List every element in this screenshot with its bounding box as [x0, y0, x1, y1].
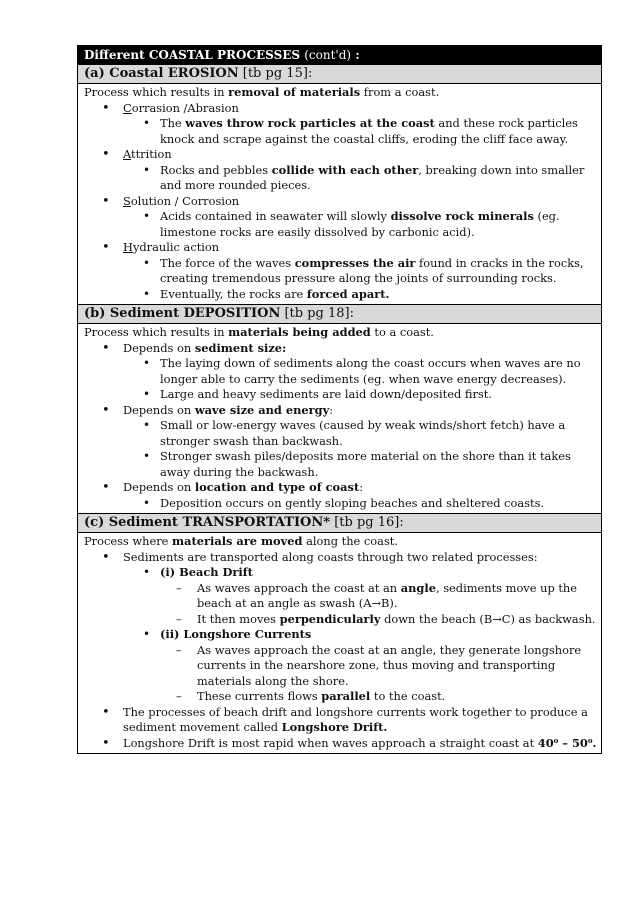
list-item-drift-rate	[84, 736, 597, 752]
list-item: • Deposition occurs on gently sloping beaches and sheltered coasts.	[123, 496, 597, 512]
erosion-intro-end: from a coast.	[360, 85, 440, 99]
text: Eventually, the rocks are	[160, 286, 307, 301]
section-body-erosion	[78, 84, 601, 304]
title-main: Different COASTAL PROCESSES	[84, 48, 301, 62]
corrasion-initial: C	[123, 100, 132, 115]
transport-heading-label: (c) Sediment TRANSPORTATION*	[84, 515, 331, 530]
longshore-sublist	[160, 643, 597, 705]
deposition-heading-label: (b) Sediment DEPOSITION	[84, 306, 281, 321]
text: The force of the waves	[160, 255, 295, 270]
hydraulic-sublist	[123, 256, 597, 303]
longshore-currents-label: (ii) Longshore Currents	[160, 627, 312, 641]
list-item-corrasion	[84, 101, 597, 148]
list-item	[123, 287, 597, 303]
transport-heading-ref: [tb pg 16]:	[334, 515, 404, 530]
beach-drift-sublist	[160, 581, 597, 628]
erosion-intro	[84, 85, 597, 101]
text: B).	[380, 596, 398, 610]
list-item-hydraulic	[84, 240, 597, 302]
section-body-transportation	[78, 533, 601, 753]
period: .	[592, 735, 597, 750]
title-contd: (cont'd)	[304, 48, 352, 62]
angle-min: 40	[537, 735, 554, 750]
transport-intro-text: Process where	[84, 534, 173, 548]
text: C) as backwash.	[501, 611, 596, 626]
text: Depends on	[123, 402, 195, 417]
key-text: waves throw rock particles at the coast	[185, 116, 435, 130]
list-item: • Small or low-energy waves (caused by weak winds/short fetch) have a stronger swash than backwash.	[123, 418, 597, 449]
section-heading-deposition	[78, 304, 601, 324]
list-item: – As waves approach the coast at an angle, they generate longshore currents in the nearshore zone, thus moving and transporting materials along the shore.	[160, 643, 597, 690]
arrow-right-icon: →	[371, 596, 381, 610]
erosion-list	[84, 101, 597, 303]
text: These currents flows	[197, 689, 322, 703]
key-text: sediment size:	[194, 340, 287, 355]
key-text: forced apart.	[306, 286, 390, 301]
processes-sublist	[123, 565, 597, 705]
text: :	[359, 480, 364, 494]
text: Depends on	[123, 480, 195, 494]
list-item-wave-size	[84, 403, 597, 481]
solution-sublist	[123, 209, 597, 240]
wave-size-sublist	[123, 418, 597, 480]
transport-intro-end: along the coast.	[302, 534, 398, 548]
text: Acids contained in seawater will slowly	[160, 209, 391, 223]
list-item	[123, 163, 597, 194]
arrow-right-icon: →	[492, 611, 502, 626]
list-item	[123, 256, 597, 287]
corrasion-title: orrasion /Abrasion	[131, 100, 239, 115]
deposition-intro	[84, 325, 597, 341]
hydraulic-title: ydraulic action	[132, 240, 220, 254]
solution-initial: S	[123, 193, 131, 208]
dash: –	[558, 735, 572, 750]
text: It then moves	[197, 611, 280, 626]
key-text: location and type of coast	[194, 480, 360, 494]
transport-list	[84, 550, 597, 752]
transport-intro-key: materials are moved	[172, 534, 303, 548]
table-title	[78, 46, 601, 64]
deposition-intro-end: to a coast.	[370, 325, 434, 339]
key-text: angle	[400, 580, 436, 595]
solution-title: olution / Corrosion	[130, 193, 240, 208]
text: Longshore Drift is most rapid when waves approach a straight coast at	[123, 735, 538, 750]
list-item: • Stronger swash piles/deposits more material on the shore than it takes away during the backwash.	[123, 449, 597, 480]
deposition-intro-text: Process which results in	[84, 325, 229, 339]
list-item	[160, 612, 597, 628]
text: Depends on	[123, 340, 195, 355]
key-text: perpendicularly	[279, 611, 381, 626]
title-colon: :	[351, 48, 360, 62]
list-item	[160, 689, 597, 705]
beach-drift-label: (i) Beach Drift	[160, 565, 253, 579]
text: , sediments move up the beach at an angle as swash (A	[197, 580, 578, 610]
erosion-heading-ref: [tb pg 15]:	[242, 66, 313, 81]
text: :	[329, 402, 334, 417]
list-item: • Large and heavy sediments are laid down/deposited first.	[123, 387, 597, 403]
key-text: collide with each other	[271, 162, 419, 177]
list-item-longshore-currents	[123, 627, 597, 705]
text: The	[160, 116, 186, 130]
key-text: parallel	[321, 689, 371, 703]
degree-mark: o	[553, 735, 559, 745]
text: Sediments are transported along coasts through two related processes:	[123, 549, 538, 564]
list-item	[123, 116, 597, 147]
list-item-attrition	[84, 147, 597, 194]
list-item-solution	[84, 194, 597, 241]
text: and these rock particles knock and scrape against the coastal cliffs, eroding the cliff face away.	[160, 116, 578, 146]
key-text: compresses the air	[294, 255, 416, 270]
attrition-initial: A	[123, 147, 132, 161]
key-text: Longshore Drift.	[281, 720, 388, 734]
text: to the coast.	[370, 689, 446, 703]
key-text: wave size and energy	[194, 402, 330, 417]
angle-range	[538, 736, 597, 750]
text: Rocks and pebbles	[160, 162, 272, 177]
list-item-processes	[84, 550, 597, 705]
deposition-intro-key: materials being added	[228, 325, 371, 339]
erosion-heading-label: (a) Coastal EROSION	[84, 66, 239, 81]
erosion-intro-text: Process which results in	[84, 85, 229, 99]
text: (eg. limestone rocks are easily dissolved by carbonic acid).	[160, 209, 560, 239]
transport-intro	[84, 534, 597, 550]
text: As waves approach the coast at an	[197, 580, 401, 595]
deposition-heading-ref: [tb pg 18]:	[284, 306, 354, 321]
hydraulic-initial: H	[123, 240, 133, 254]
text: , breaking down into smaller and more rounded pieces.	[160, 162, 585, 192]
section-body-deposition	[78, 324, 601, 513]
text: found in cracks in the rocks, creating tremendous pressure along the joints of surrounding rocks.	[160, 255, 584, 285]
list-item	[123, 209, 597, 240]
section-heading-erosion	[78, 64, 601, 84]
key-text: dissolve rock minerals	[390, 209, 534, 223]
text: The processes of beach drift and longshore currents work together to produce a sediment movement called	[123, 704, 588, 734]
list-item-longshore-drift	[84, 705, 597, 736]
angle-max: 50	[571, 735, 588, 750]
list-item-sediment-size	[84, 341, 597, 403]
corrasion-sublist	[123, 116, 597, 147]
list-item: • The laying down of sediments along the coast occurs when waves are no longer able to carry the sediments (eg. when wave energy decreases).	[123, 356, 597, 387]
deposition-list	[84, 341, 597, 512]
attrition-title: ttrition	[131, 147, 172, 161]
degree-mark: o	[587, 735, 593, 745]
section-heading-transportation	[78, 513, 601, 533]
attrition-sublist	[123, 163, 597, 194]
coastal-processes-table	[77, 45, 602, 754]
erosion-intro-key: removal of materials	[228, 85, 361, 99]
list-item	[160, 581, 597, 612]
location-sublist	[123, 496, 597, 512]
sediment-size-sublist	[123, 356, 597, 403]
text: down the beach (B	[380, 611, 493, 626]
list-item-beach-drift	[123, 565, 597, 627]
list-item-location	[84, 480, 597, 511]
